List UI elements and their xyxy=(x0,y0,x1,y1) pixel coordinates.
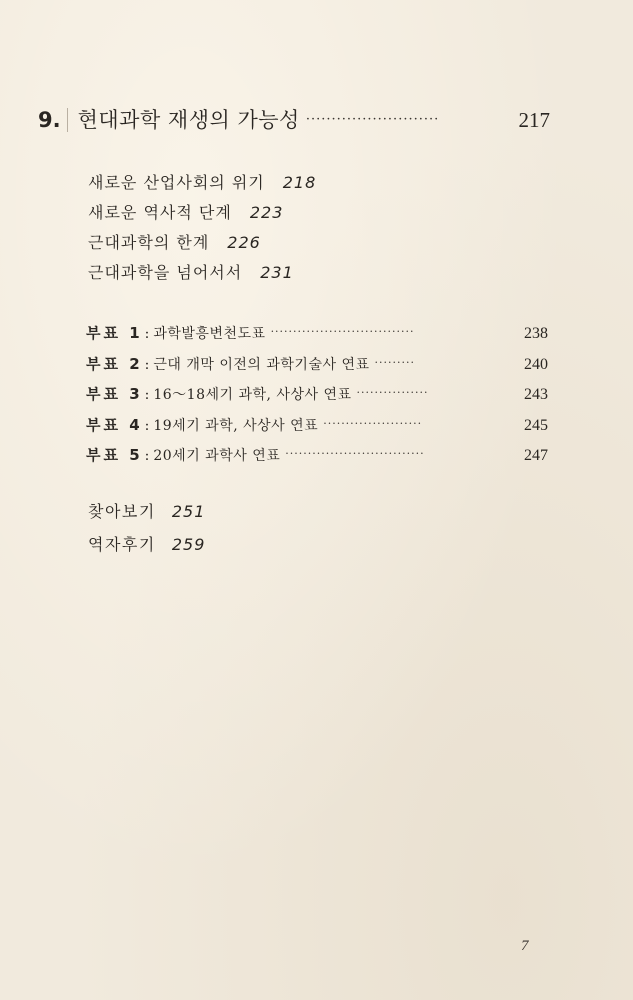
section-title: 근대과학의 한계 xyxy=(88,233,210,252)
appendix-page-number: 245 xyxy=(524,416,548,434)
back-matter-page-number: 251 xyxy=(171,502,206,521)
appendix-separator: : xyxy=(144,356,150,373)
appendix-title: 근대 개막 이전의 과학기술사 연표 xyxy=(153,356,370,373)
back-matter-entry xyxy=(88,499,205,532)
appendix-entry xyxy=(86,353,548,384)
back-matter-list xyxy=(88,499,205,565)
section-entry xyxy=(88,230,316,260)
appendix-title: 19세기 과학, 사상사 연표 xyxy=(153,417,319,434)
back-matter-page-number: 259 xyxy=(171,535,206,554)
back-matter-title: 역자후기 xyxy=(88,535,156,554)
appendix-page-number: 240 xyxy=(524,355,548,373)
leader-dots: ································ xyxy=(270,325,415,338)
appendix-label: 부표 1 xyxy=(86,324,143,342)
section-page-number: 218 xyxy=(282,173,317,192)
leader-dots: ······················ xyxy=(323,416,423,430)
section-entry xyxy=(88,260,316,290)
appendix-title: 16～18세기 과학, 사상사 연표 xyxy=(153,387,352,403)
appendix-separator: : xyxy=(144,448,150,464)
section-page-number: 226 xyxy=(227,233,261,252)
section-entry xyxy=(88,170,316,200)
appendix-entry xyxy=(86,383,548,414)
back-matter-title: 찾아보기 xyxy=(88,502,156,521)
appendix-entry xyxy=(86,414,548,445)
appendix-separator: : xyxy=(144,417,150,434)
chapter-heading xyxy=(38,104,550,134)
appendix-page-number: 238 xyxy=(524,325,548,342)
chapter-number: 9. xyxy=(38,108,68,132)
appendix-title: 20세기 과학사 연표 xyxy=(153,448,281,464)
section-title: 근대과학을 넘어서서 xyxy=(88,263,243,282)
section-page-number: 223 xyxy=(249,203,284,222)
appendix-entry xyxy=(86,444,548,475)
appendix-separator: : xyxy=(144,387,150,403)
back-matter-entry xyxy=(88,532,205,565)
chapter-page-number: 217 xyxy=(518,108,550,132)
chapter-title: 현대과학 재생의 가능성 xyxy=(77,108,300,132)
appendix-list xyxy=(86,322,548,475)
appendix-label: 부표 2 xyxy=(86,354,143,373)
appendix-label: 부표 3 xyxy=(86,385,143,403)
appendix-page-number: 243 xyxy=(524,386,548,403)
leader-dots: ·························· xyxy=(305,112,440,127)
leader-dots: ······························· xyxy=(285,447,425,460)
leader-dots: ········· xyxy=(374,355,415,369)
leader-dots: ················ xyxy=(356,386,429,399)
appendix-separator: : xyxy=(144,326,150,342)
section-title: 새로운 산업사회의 위기 xyxy=(88,173,265,192)
section-page-number: 231 xyxy=(260,263,294,282)
appendix-label: 부표 4 xyxy=(86,415,143,434)
appendix-page-number: 247 xyxy=(524,447,548,464)
section-list xyxy=(88,170,316,290)
appendix-title: 과학발흥변천도표 xyxy=(153,326,266,342)
appendix-label: 부표 5 xyxy=(86,446,143,464)
folio-page-number: 7 xyxy=(521,938,529,954)
appendix-entry xyxy=(86,322,548,353)
section-title: 새로운 역사적 단계 xyxy=(88,203,232,222)
section-entry xyxy=(88,200,316,230)
